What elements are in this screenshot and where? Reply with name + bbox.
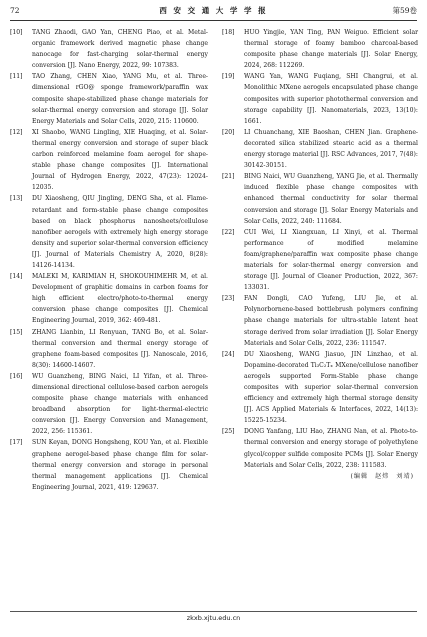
references-right-column [222,27,418,482]
reference-text: FAN Dongli, CAO Yufeng, LIU Jie, et al. Polynorbornene-based bottlebrush polymers confining phase change materials for ultra-stable latent heat storage derived from solar irradiation [J]. Solar Energy Materials and Solar Cells, 2022, 236: 111547. [244,295,418,347]
reference-item [10,71,208,126]
reference-number: [24] [222,350,235,358]
reference-text: ZHANG Lianbin, LI Renyuan, TANG Bo, et al. Solar-thermal conversion and thermal energy storage of graphene foam-based composites [J]. Nanoscale, 2016, 8(30): 14600-14607. [32,328,208,369]
footer-url: zkxb.xjtu.edu.cn [186,614,241,622]
reference-item [222,71,418,126]
reference-number: [16] [10,372,23,380]
editor-note: (编辑 赵炜 刘靖) [350,472,414,480]
reference-item [222,349,418,427]
reference-number: [25] [222,428,235,436]
reference-number: [10] [10,29,23,36]
reference-number: [13] [10,195,23,203]
reference-text: TANG Zhaodi, GAO Yan, CHENG Piao, et al. Metal-organic framework derived magnetic phase change nanocage for fast-charging solar-thermal energy conversion [J]. Nano Energy, 2022, 99: 107383. [32,29,208,70]
reference-text: DU Xiaosheng, QIU Jingling, DENG Sha, et al. Flame-retardant and form-stable phase change composites based on black phosphorus nanosheets/cellulose nanofiber aerogels with extremely high energy storage density and superior solar-thermal conversion efficiency [J]. Journal of Materials Chemistry A, 2020, 8(28): 14126-14134. [32,195,208,269]
references-left-column [10,27,208,493]
reference-item [222,171,418,226]
reference-item [222,293,418,348]
reference-text: TAO Zhang, CHEN Xiao, YANG Mu, et al. Three-dimensional rGO@ sponge framework/paraffin wax composite shape-stabilized phase change materials for solar-thermal energy conversion and storage [J]. Solar Energy Materials and Solar Cells, 2020, 215: 110600. [32,73,208,125]
header-rule [10,20,417,21]
reference-number: [22] [222,228,235,236]
reference-number: [14] [10,273,23,281]
reference-item [10,327,208,371]
running-header [10,3,417,19]
reference-number: [23] [222,295,235,303]
volume-label: 第59卷 [392,6,417,15]
footer-rule [10,611,417,612]
reference-item [10,127,208,194]
reference-number: [18] [222,29,235,36]
reference-number: [11] [10,73,23,81]
reference-item [10,27,208,71]
reference-text: SUN Keyan, DONG Hongsheng, KOU Yan, et al. Flexible graphene aerogel-based phase change film for solar-thermal energy conversion and storage in personal thermal management applications [J]. Chemical Engineering Journal, 2021, 419: 129637. [32,439,208,491]
reference-text: DU Xiaosheng, WANG Jiasuo, JIN Linzhao, et al. Dopamine-decorated Ti₃C₂Tₓ MXene/cellulose nanofiber aerogels supported Form-Stable phase change composites with superior solar-thermal conversion efficiency and extremely high thermal storage density [J]. ACS Applied Materials & Interfaces, 2022, 14(13): 15225-15234. [244,350,418,425]
reference-number: [17] [10,439,23,447]
reference-item [10,437,208,492]
reference-number: [20] [222,128,235,136]
reference-item [10,371,208,438]
reference-text: HUO Yingjie, YAN Ting, PAN Weiguo. Efficient solar thermal storage of foamy bamboo charcoal-based composite phase change materials [J]. Solar Energy, 2024, 268: 112269. [244,29,418,70]
reference-text: WANG Yan, WANG Fuqiang, SHI Changrui, et al. Monolithic MXene aerogels encapsulated phase change composites with superior photothermal conversion and storage capability [J]. Nanomaterials, 2023, 13(10): 1661. [244,73,418,125]
reference-item [10,193,208,271]
reference-item [10,271,208,326]
reference-text: BING Naici, WU Guanzheng, YANG Jie, et al. Thermally induced flexible phase change composites with enhanced thermal conductivity for solar thermal conversion and storage [J]. Solar Energy Materials and Solar Cells, 2022, 240: 111684. [244,173,418,225]
journal-title: 西 安 交 通 大 学 学 报 [159,6,268,15]
reference-text: MALEKI M, KARIMIAN H, SHOKOUHIMEHR M, et al. Development of graphitic domains in carbon foams for high efficient electro/photo-to-thermal energy conversion phase change composites [J]. Chemical Engineering Journal, 2019, 362: 469-481. [32,273,208,325]
page-number: 72 [10,6,20,15]
reference-text: WU Guanzheng, BING Naici, LI Yifan, et al. Three-dimensional directional cellulose-based carbon aerogels composite phase change materials with enhanced broadband absorption for light-thermal-electric conversion [J]. Energy Conversion and Management, 2022, 256: 115361. [32,372,208,436]
reference-item [222,127,418,171]
reference-text: DONG Yanfang, LIU Hao, ZHANG Nan, et al. Photo-to-thermal conversion and energy storage of polyethylene glycol/copper sulfide composite PCMs [J]. Solar Energy Materials and Solar Cells, 2022, 238: 111583. [244,428,418,469]
reference-number: [21] [222,173,235,181]
reference-number: [12] [10,128,23,136]
reference-item [222,27,418,71]
reference-item [222,227,418,294]
reference-item [222,426,418,470]
reference-number: [15] [10,328,23,336]
reference-text: CUI Wei, LI Xiangxuan, LI Xinyi, et al. Thermal performance of modified melamine foam/graphene/paraffin wax composite phase change materials for solar-thermal energy conversion and storage [J]. Journal of Cleaner Production, 2022, 367: 133031. [244,228,418,292]
reference-number: [19] [222,73,235,81]
reference-text: LI Chuanchang, XIE Baoshan, CHEN Jian. Graphene-decorated silica stabilized stearic acid as a thermal energy storage material [J]. RSC Advances, 2017, 7(48): 30142-30151. [244,128,418,170]
reference-text: XI Shaobo, WANG Lingling, XIE Huaqing, et al. Solar-thermal energy conversion and storage of super black carbon reinforced melamine foam aerogel for shape-stable phase change composites [J]. International Journal of Hydrogen Energy, 2022, 47(23): 12024-12035. [32,128,208,192]
